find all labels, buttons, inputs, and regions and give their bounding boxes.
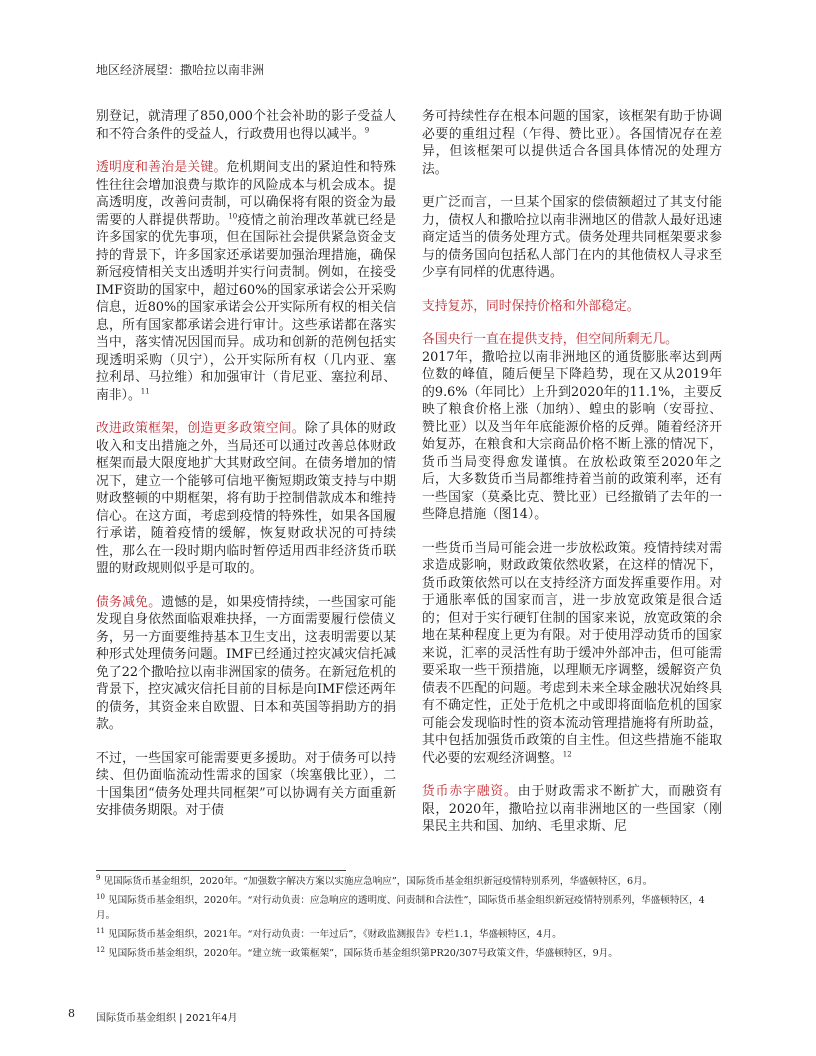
- right-column: [422, 108, 722, 852]
- paragraph: [422, 194, 722, 282]
- paragraph-text: 别登记，就清理了850,000个社会补助的影子受益人和不符合条件的受益人，行政费用也得以减半。: [96, 109, 396, 142]
- paragraph: [96, 420, 396, 578]
- paragraph-lead: 各国央行一直在提供支持，但空间所剩无几。: [422, 332, 678, 347]
- paragraph-lead: 透明度和善治是关键。: [96, 160, 227, 175]
- paragraph: [422, 540, 722, 768]
- footnote-ref[interactable]: 11: [140, 387, 150, 396]
- left-column: [96, 108, 396, 836]
- footnote-text: 见国际货币基金组织，2020年。“加强数字解决方案以实施应急响应”，国际货币基金组织新冠疫情特别系列，华盛顿特区，6月。: [103, 876, 653, 887]
- footnote-text: 见国际货币基金组织，2020年。“建立统一政策框架”，国际货币基金组织第PR20/307号政策文件，华盛顿特区，9月。: [107, 948, 618, 959]
- footnote: [96, 927, 722, 942]
- paragraph: [422, 108, 722, 178]
- page-number: 8: [68, 1007, 75, 1020]
- footnote-text: 见国际货币基金组织，2021年。“对行动负责：一年过后”，《财政监测报告》专栏1.1，华盛顿特区，4月。: [107, 929, 562, 940]
- footnote-ref[interactable]: 10: [228, 212, 238, 221]
- paragraph-text: 疫情之前治理改革就已经是许多国家的优先事项，但在国际社会提供紧急资金支持的背景下，许多国家还承诺要加强治理措施，确保新冠疫情相关支出透明并实行问责制。例如，在接受IMF资助的国家中，超过60%的国家承诺会公开采购信息，近80%的国家承诺会公开实际所有权的相关信息，所有国家都承诺会进行审计。这些承诺都在落实当中，落实情况因国而异。成功和创新的范例包括实现透明采购（贝宁），公开实际所有权（几内亚、塞拉利昂、马拉维）和加强审计（肯尼亚、塞拉利昂、南非）。: [96, 212, 397, 403]
- footnote-number: 11: [96, 926, 105, 935]
- paragraph: [422, 331, 722, 524]
- footnote-ref[interactable]: 9: [364, 126, 370, 135]
- paragraph-text: 遗憾的是，如果疫情持续，一些国家可能发现自身依然面临艰难抉择，一方面需要履行偿债义务，另一方面要维持基本卫生支出，这表明需要以某种形式处理债务问题。IMF已经通过控灾减灾信托减免了22个撒哈拉以南非洲国家的债务。在新冠危机的背景下，控灾减灾信托目前的目标是向IMF偿还两年的债务，其资金来自欧盟、日本和英国等捐助方的捐款。: [96, 594, 397, 732]
- footnote: [96, 874, 722, 889]
- paragraph-text: 2017年，撒哈拉以南非洲地区的通货膨胀率达到两位数的峰值，随后便呈下降趋势，现在又从2019年的9.6%（年同比）上升到2020年的11.1%，主要反映了粮食价格上涨（加纳）、蝗虫的影响（安哥拉、赞比亚）以及当年年底能源价格的反弹。随着经济开始复苏，在粮食和大宗商品价格不断上涨的情况下，货币当局变得愈发谨慎。在放松政策至2020年之后，大多数货币当局都维持着当前的政策利率，还有一些国家（莫桑比克、赞比亚）已经撤销了去年的一些降息措施（图14）。: [422, 349, 722, 522]
- paragraph: [96, 108, 396, 143]
- paragraph-text: 危机期间支出的紧迫性和特殊性往往会增加浪费与欺诈的风险成本与机会成本。提高透明度，改善问责制，可以确保将有限的资金为最需要的人群提供帮助。: [96, 160, 396, 228]
- footnote-number: 9: [96, 873, 101, 882]
- footnotes: [96, 874, 722, 965]
- paragraph: [96, 594, 396, 734]
- section-heading: 支持复苏，同时保持价格和外部稳定。: [422, 298, 640, 314]
- footnote-number: 12: [96, 945, 105, 954]
- footnote: [96, 893, 722, 923]
- paragraph: [96, 159, 396, 404]
- paragraph-lead: 货币赤字融资。: [422, 784, 518, 799]
- paragraph-text: 一些货币当局可能会进一步放松政策。疫情持续对需求造成影响，财政政策依然收紧，在这样的情况下，货币政策依然可以在支持经济方面发挥重要作用。对于通胀率低的国家而言，进一步放宽政策是很合适的；但对于实行硬钉住制的国家来说，放宽政策的余地在某种程度上更为有限。对于使用浮动货币的国家来说，汇率的灵活性有助于缓冲外部冲击，但可能需要采取一些干预措施，以理顺无序调整，缓解资产负债表不匹配的问题。考虑到未来全球金融状况始终具有不确定性，正处于危机之中或即将面临危机的国家可能会发现临时性的资本流动管理措施将有所助益，其中包括加强货币政策的自主性。但这些措施不能取代必要的宏观经济调整。: [422, 540, 722, 766]
- running-header: 地区经济展望：撒哈拉以南非洲: [96, 63, 265, 77]
- paragraph-text: 由于财政需求不断扩大，而融资有限，2020年，撒哈拉以南非洲地区的一些国家（刚果民主共和国、加纳、毛里求斯、尼: [422, 784, 723, 834]
- paragraph-text: 除了具体的财政收入和支出措施之外，当局还可以通过改善总体财政框架而最大限度地扩大其财政空间。在债务增加的情况下，建立一个能够可信地平衡短期政策支持与中期财政整顿的中期框架，将有助于控制借款成本和维持信心。在这方面，考虑到疫情的特殊性，如果各国履行承诺，随着疫情的缓解，恢复财政状况的可持续性，那么在一段时期内临时暂停适用西非经济货币联盟的财政规则似乎是可取的。: [96, 421, 396, 576]
- footnote-number: 10: [96, 892, 105, 901]
- paragraph-lead: 债务减免。: [96, 594, 162, 610]
- paragraph-text: 更广泛而言，一旦某个国家的偿债额超过了其支付能力，债权人和撒哈拉以南非洲地区的借款人最好迅速商定适当的债务处理方式。债务处理共同框架要求参与的债务国向包括私人部门在内的其他债权人寻求至少享有同样的优惠待遇。: [422, 195, 722, 280]
- footnote-ref[interactable]: 12: [562, 750, 572, 759]
- footer-text: 国际货币基金组织 | 2021年4月: [96, 1013, 238, 1024]
- paragraph-text: 不过，一些国家可能需要更多援助。对于债务可以持续、但仍面临流动性需求的国家（埃塞俄比亚），二十国集团“债务处理共同框架”可以协调有关方面重新安排债务期限。对于债: [96, 750, 396, 818]
- paragraph-text: 务可持续性存在根本问题的国家，该框架有助于协调必要的重组过程（乍得、赞比亚）。各国情况存在差异，但该框架可以提供适合各国具体情况的处理方法。: [422, 109, 722, 177]
- footnote: [96, 946, 722, 961]
- footnote-divider: [96, 870, 346, 871]
- paragraph: [422, 783, 722, 836]
- paragraph: [96, 750, 396, 820]
- footnote-text: 见国际货币基金组织，2020年。“对行动负责：应急响应的透明度、问责制和合法性”，国际货币基金组织新冠疫情特别系列，华盛顿特区，4月。: [96, 895, 705, 921]
- paragraph-lead: 改进政策框架，创造更多政策空间。: [96, 421, 305, 436]
